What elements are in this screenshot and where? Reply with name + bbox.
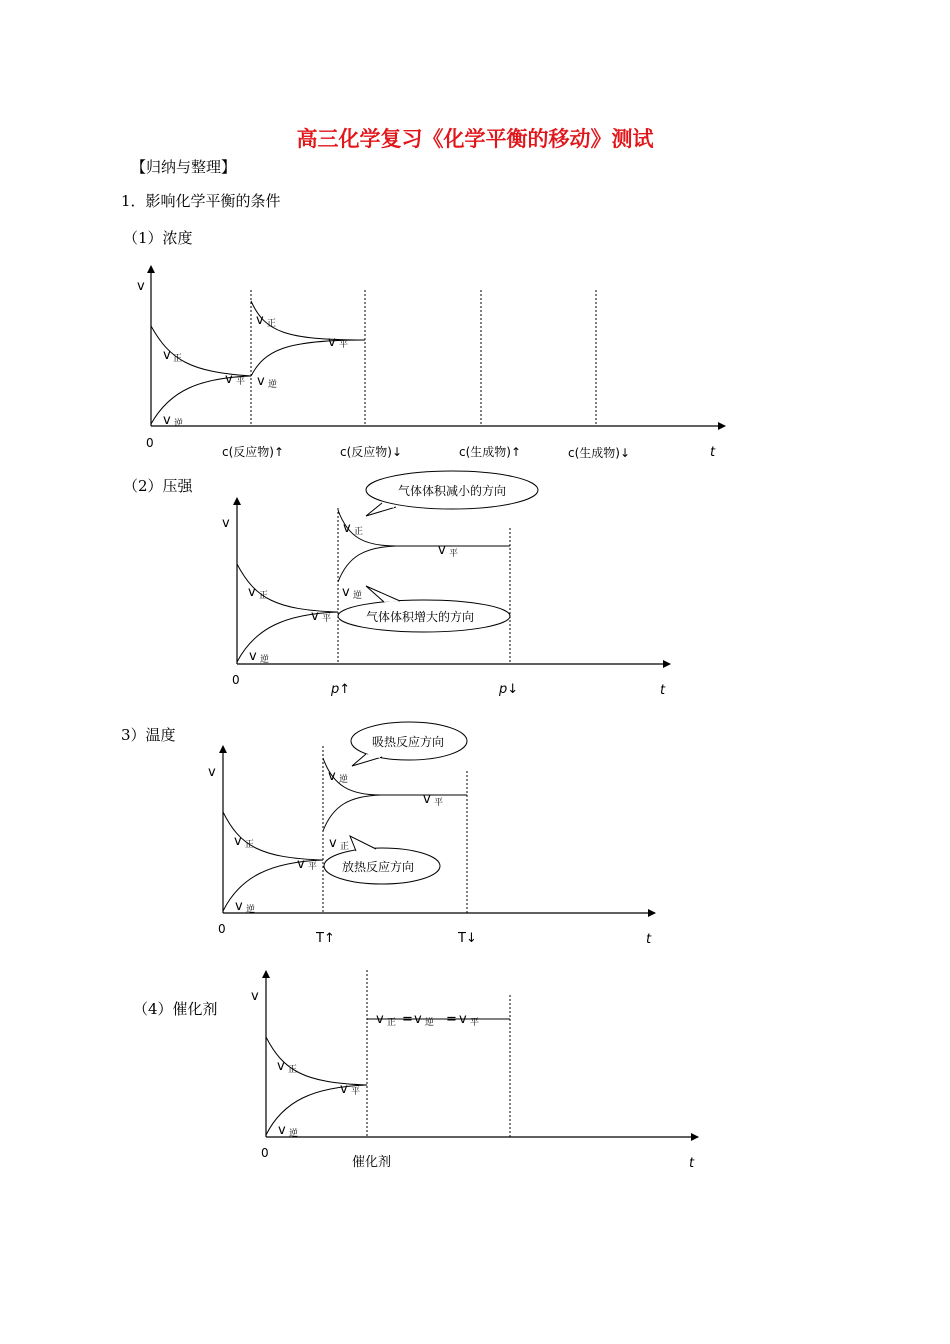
v-label: v [376,1012,384,1027]
subscript-label: 平 [322,614,332,624]
v-label: v [459,1012,467,1027]
subscript-label: 平 [339,340,349,350]
v-label: v [343,521,351,536]
x-tick-label: 催化剂 [352,1155,392,1170]
subscript-label: 正 [245,840,255,850]
x-tick-label: p↑ [331,682,351,697]
v-label: v [414,1012,422,1027]
callout-text: 气体体积增大的方向 [365,610,475,624]
subscript-label: 正 [387,1018,397,1028]
equals-sign: = [446,1012,457,1027]
x-axis-label: t [660,683,666,698]
subscript-label: 平 [236,377,246,387]
subscript-label: 平 [449,549,459,559]
x-tick-label: T↑ [316,931,335,946]
v-label: v [249,649,257,664]
v-label: v [235,899,243,914]
subscript-label: 逆 [425,1018,435,1028]
subheading-catalyst: （4）催化剂 [133,1000,218,1018]
subheading-pressure: （2）压强 [123,477,193,495]
subscript-label: 平 [470,1018,480,1028]
subscript-label: 逆 [268,380,278,390]
v-label: v [278,1123,286,1138]
y-axis-label: v [137,279,145,294]
subscript-label: 平 [308,862,318,872]
callout-text: 气体体积减小的方向 [397,484,507,498]
v-label: v [257,374,265,389]
x-axis-label: t [689,1156,695,1171]
y-axis-label: v [222,516,230,531]
y-axis-label: v [208,765,216,780]
v-label: v [163,348,171,363]
v-label: v [225,372,233,387]
v-label: v [340,1082,348,1097]
v-label: v [297,857,305,872]
origin-label: 0 [146,436,154,450]
page-title: 高三化学复习《化学平衡的移动》测试 [296,126,654,151]
subscript-label: 正 [267,319,277,329]
subheading-concentration: （1）浓度 [123,229,193,247]
v-label: v [329,836,337,851]
x-tick-label: c(反应物)↑ [222,445,285,459]
v-label: v [328,335,336,350]
subscript-label: 逆 [246,905,256,915]
v-label: v [163,413,171,428]
v-label: v [328,769,336,784]
v-label: v [277,1059,285,1074]
x-tick-label: c(反应物)↓ [340,445,403,459]
v-label: v [342,585,350,600]
subscript-label: 正 [259,591,269,601]
v-label: v [248,585,256,600]
y-axis-label: v [251,989,259,1004]
subscript-label: 逆 [289,1129,299,1139]
x-tick-label: T↓ [458,931,477,946]
v-label: v [311,609,319,624]
x-tick-label: c(生成物)↑ [459,445,522,459]
origin-label: 0 [218,922,226,936]
equals-sign: = [402,1012,413,1027]
subscript-label: 平 [351,1087,361,1097]
x-axis-label: t [710,445,716,460]
subscript-label: 正 [340,842,350,852]
callout-text: 吸热反应方向 [371,735,445,749]
x-axis-label: t [646,932,652,947]
v-label: v [256,313,264,328]
subscript-label: 正 [173,354,183,364]
subscript-label: 逆 [339,775,349,785]
subscript-label: 平 [434,798,444,808]
subheading-temperature: 3）温度 [121,726,176,744]
subscript-label: 逆 [174,419,184,429]
v-label: v [438,543,446,558]
x-tick-label: p↓ [499,682,519,697]
subscript-label: 逆 [260,655,270,665]
origin-label: 0 [261,1146,269,1160]
v-label: v [423,792,431,807]
subscript-label: 正 [354,527,364,537]
subscript-label: 正 [288,1065,298,1075]
origin-label: 0 [232,673,240,687]
section-heading: 【归纳与整理】 [131,158,237,176]
v-label: v [234,834,242,849]
x-tick-label: c(生成物)↓ [568,446,631,460]
callout-text: 放热反应方向 [341,860,415,874]
item-heading: 1．影响化学平衡的条件 [121,192,281,210]
subscript-label: 逆 [353,591,363,601]
